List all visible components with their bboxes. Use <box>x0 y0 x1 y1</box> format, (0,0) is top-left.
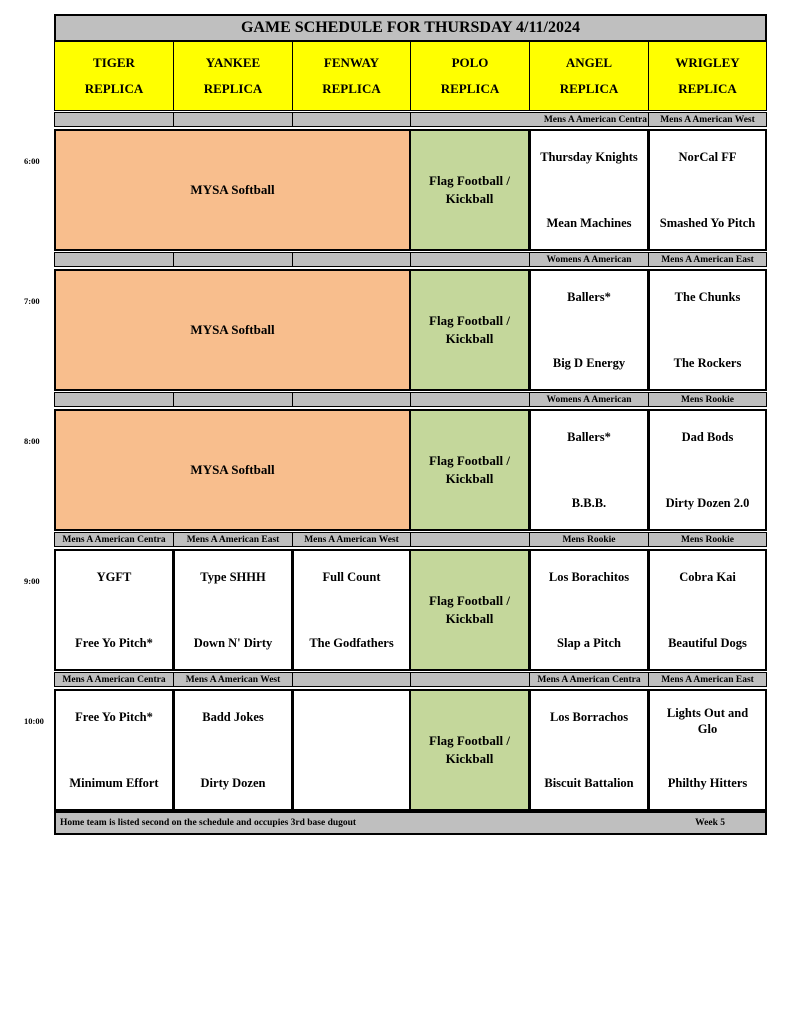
time-label-600: 6:00 <box>24 156 40 166</box>
away-team: Los Borrachos <box>549 710 629 724</box>
division-bar <box>173 252 293 267</box>
division-bar <box>54 112 174 127</box>
division-bar <box>292 252 411 267</box>
away-team: Dad Bods <box>681 430 734 444</box>
game-cell-angel <box>529 409 649 531</box>
division-label-angel: Mens A American Centra <box>410 112 650 127</box>
flag-football-block: Flag Football / Kickball <box>409 129 530 251</box>
division-label-tiger: Mens A American Centra <box>54 672 174 687</box>
field-header-yankee: YANKEE REPLICA <box>173 41 293 111</box>
home-team: Big D Energy <box>552 356 626 370</box>
field-header-fenway: FENWAY REPLICA <box>292 41 411 111</box>
division-bar <box>292 112 411 127</box>
division-bar <box>410 672 530 687</box>
away-team: Free Yo Pitch* <box>75 710 153 724</box>
division-bar <box>410 392 530 407</box>
away-team: NorCal FF <box>678 150 737 164</box>
field-header-wrigley: WRIGLEY REPLICA <box>648 41 767 111</box>
division-bar <box>292 392 411 407</box>
week-label: Week 5 <box>695 818 725 828</box>
division-bar <box>410 252 530 267</box>
division-label-yankee: Mens A American East <box>173 532 293 547</box>
home-team: Beautiful Dogs <box>668 636 747 650</box>
division-label-angel: Womens A American <box>529 392 649 407</box>
schedule-title: GAME SCHEDULE FOR THURSDAY 4/11/2024 <box>54 14 767 42</box>
away-team: Ballers* <box>567 430 611 444</box>
away-team: Cobra Kai <box>679 570 736 584</box>
flag-football-block: Flag Football / Kickball <box>409 409 530 531</box>
away-team: Full Count <box>322 570 381 584</box>
game-cell-fenway <box>292 549 411 671</box>
division-bar <box>410 532 530 547</box>
game-cell-fenway-empty <box>292 689 411 811</box>
flag-football-block: Flag Football / Kickball <box>409 269 530 391</box>
home-team: Down N' Dirty <box>193 636 273 650</box>
game-cell-angel <box>529 129 649 251</box>
home-team: Free Yo Pitch* <box>75 636 153 650</box>
game-cell-wrigley <box>648 269 767 391</box>
division-bar <box>292 672 411 687</box>
home-team: Smashed Yo Pitch <box>659 216 756 230</box>
game-cell-angel <box>529 549 649 671</box>
home-team: Philthy Hitters <box>667 776 748 790</box>
division-bar <box>54 252 174 267</box>
home-team: Biscuit Battalion <box>544 776 634 790</box>
away-team: Type SHHH <box>200 570 266 584</box>
home-team: Minimum Effort <box>69 776 159 790</box>
division-label-angel: Mens Rookie <box>529 532 649 547</box>
flag-football-block: Flag Football / Kickball <box>409 689 530 811</box>
home-team: Dirty Dozen 2.0 <box>665 496 750 510</box>
away-team: The Chunks <box>674 290 741 304</box>
game-cell-tiger <box>54 549 174 671</box>
game-cell-wrigley <box>648 129 767 251</box>
schedule-footer <box>54 811 767 835</box>
field-header-tiger: TIGER REPLICA <box>54 41 174 111</box>
division-label-wrigley: Mens A American East <box>648 252 767 267</box>
field-header-polo: POLO REPLICA <box>410 41 530 111</box>
division-bar <box>173 392 293 407</box>
home-team-note: Home team is listed second on the schedule and occupies 3rd base dugout <box>60 818 357 828</box>
division-label-wrigley: Mens Rookie <box>648 532 767 547</box>
mysa-softball-block: MYSA Softball <box>54 269 411 391</box>
division-bar <box>173 112 293 127</box>
game-cell-yankee <box>173 689 293 811</box>
home-team: Slap a Pitch <box>557 636 621 650</box>
away-team: YGFT <box>96 570 132 584</box>
home-team: Dirty Dozen <box>200 776 266 790</box>
game-cell-angel <box>529 269 649 391</box>
home-team: The Godfathers <box>309 636 394 650</box>
away-team: Thursday Knights <box>540 150 638 164</box>
home-team: The Rockers <box>673 356 742 370</box>
game-cell-wrigley <box>648 409 767 531</box>
game-cell-yankee <box>173 549 293 671</box>
away-team: Lights Out and Glo <box>666 706 749 736</box>
division-label-wrigley: Mens Rookie <box>648 392 767 407</box>
division-label-tiger: Mens A American Centra <box>54 532 174 547</box>
field-header-angel: ANGEL REPLICA <box>529 41 649 111</box>
mysa-softball-block: MYSA Softball <box>54 129 411 251</box>
away-team: Badd Jokes <box>202 710 264 724</box>
game-cell-angel <box>529 689 649 811</box>
flag-football-block: Flag Football / Kickball <box>409 549 530 671</box>
schedule-sheet <box>54 14 767 838</box>
division-label-angel: Womens A American <box>529 252 649 267</box>
game-cell-tiger <box>54 689 174 811</box>
division-label-fenway: Mens A American West <box>292 532 411 547</box>
division-label-wrigley: Mens A American East <box>648 672 767 687</box>
division-label-yankee: Mens A American West <box>173 672 293 687</box>
game-cell-wrigley <box>648 549 767 671</box>
home-team: Mean Machines <box>546 216 632 230</box>
away-team: Ballers* <box>567 290 611 304</box>
division-label-wrigley: Mens A American West <box>648 112 767 127</box>
game-cell-wrigley <box>648 689 767 811</box>
division-bar <box>54 392 174 407</box>
away-team: Los Borachitos <box>548 570 630 584</box>
home-team: B.B.B. <box>571 496 607 510</box>
time-label-700: 7:00 <box>24 296 40 306</box>
time-label-800: 8:00 <box>24 436 40 446</box>
time-label-1000: 10:00 <box>24 716 44 726</box>
mysa-softball-block: MYSA Softball <box>54 409 411 531</box>
division-label-angel: Mens A American Centra <box>529 672 649 687</box>
time-label-900: 9:00 <box>24 576 40 586</box>
